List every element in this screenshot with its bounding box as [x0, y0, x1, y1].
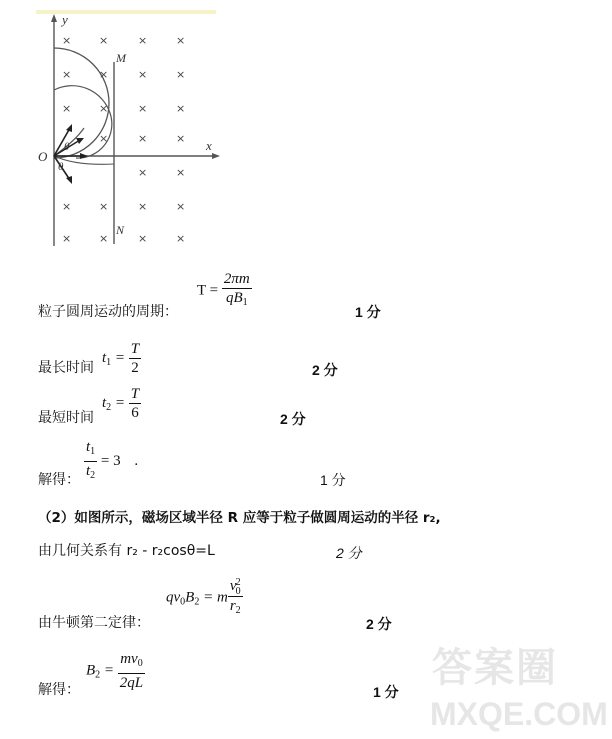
magnetic-field-diagram — [36, 10, 226, 250]
field-mark: × — [176, 68, 186, 81]
field-mark: × — [62, 200, 72, 213]
field-mark: × — [99, 232, 109, 245]
b2-fraction: $\frac{mv_0}{2qL}$ — [119, 651, 144, 691]
field-mark: × — [62, 102, 72, 115]
field-mark: × — [99, 102, 109, 115]
geometry-relation: 由几何关系有 r₂ - r₂cosθ=L — [38, 543, 215, 559]
line-shortest-score: 2 分 — [280, 411, 306, 427]
y-axis-label: y — [62, 12, 68, 27]
field-mark: × — [99, 34, 109, 47]
period-numerator: 2πm — [223, 271, 250, 287]
theta-label-upper: θ — [64, 141, 70, 153]
part2-statement: （2）如图所示，磁场区域半径 R 应等于粒子做圆周运动的半径 r₂, — [38, 510, 441, 526]
watermark-bottom: MXQE.COM — [430, 696, 608, 732]
field-mark: × — [138, 232, 148, 245]
newton-score: 2 分 — [366, 616, 392, 632]
b2-score: 1 分 — [373, 684, 399, 700]
field-mark: × — [62, 232, 72, 245]
period-fraction — [222, 270, 252, 312]
field-mark: × — [99, 68, 109, 81]
field-mark: × — [99, 132, 109, 145]
label-n: N — [116, 223, 125, 237]
field-mark: × — [62, 68, 72, 81]
line-period-score: 1 分 — [355, 304, 381, 320]
watermark-top: 答案圈 — [432, 646, 558, 690]
ratio-formula — [84, 438, 138, 485]
field-mark: × — [176, 34, 186, 47]
field-mark: × — [99, 200, 109, 213]
theta-label-lower: θ — [58, 161, 64, 173]
field-mark: × — [176, 232, 186, 245]
field-mark: × — [138, 68, 148, 81]
field-mark: × — [138, 166, 148, 179]
field-mark: × — [62, 34, 72, 47]
b2-formula: $B_2$ = $\frac{mv_0}{2qL}$ — [86, 651, 144, 691]
field-mark: × — [176, 166, 186, 179]
field-mark: × — [138, 102, 148, 115]
period-denominator: $qB_1$ — [225, 290, 248, 308]
period-formula — [197, 270, 252, 312]
line-ratio-score: 1 分 — [320, 472, 346, 488]
line-shortest-label: 最短时间 — [38, 410, 94, 426]
newton-formula: $qv_0B_2 = m$ v 2 0 $r_2$ — [166, 577, 243, 620]
period-lhs: T = — [197, 282, 219, 299]
newton-fraction: v 2 0 $r_2$ — [229, 576, 241, 616]
field-mark: × — [176, 200, 186, 213]
field-mark: × — [138, 200, 148, 213]
line-longest-label: 最长时间 — [38, 360, 94, 376]
origin-label: O — [38, 149, 48, 164]
line-period-label: 粒子圆周运动的周期： — [38, 304, 178, 320]
ratio-fraction: $\frac{t_1}{t_2}$ — [86, 439, 96, 481]
ratio-rhs: = 3 — [100, 452, 121, 469]
field-mark: × — [138, 132, 148, 145]
field-mark: × — [176, 132, 186, 145]
line-ratio-label: 解得： — [38, 472, 80, 488]
ratio-dot: . — [134, 452, 139, 469]
line-longest-score: 2 分 — [312, 362, 338, 378]
x-axis-label: x — [206, 138, 212, 153]
geometry-score: 2 分 — [336, 545, 362, 561]
t1-fraction: $\frac{T}{2}$ — [130, 341, 140, 376]
label-m: M — [116, 51, 126, 65]
t2-fraction: $\frac{T}{6}$ — [130, 386, 140, 421]
b2-label: 解得： — [38, 682, 80, 698]
field-mark: × — [138, 34, 148, 47]
newton-label: 由牛顿第二定律： — [38, 615, 150, 631]
t2-formula: $t_2$ = $\frac{T}{6}$ — [102, 386, 140, 421]
t1-formula: $t_1$ = $\frac{T}{2}$ — [102, 341, 140, 376]
field-mark: × — [176, 102, 186, 115]
